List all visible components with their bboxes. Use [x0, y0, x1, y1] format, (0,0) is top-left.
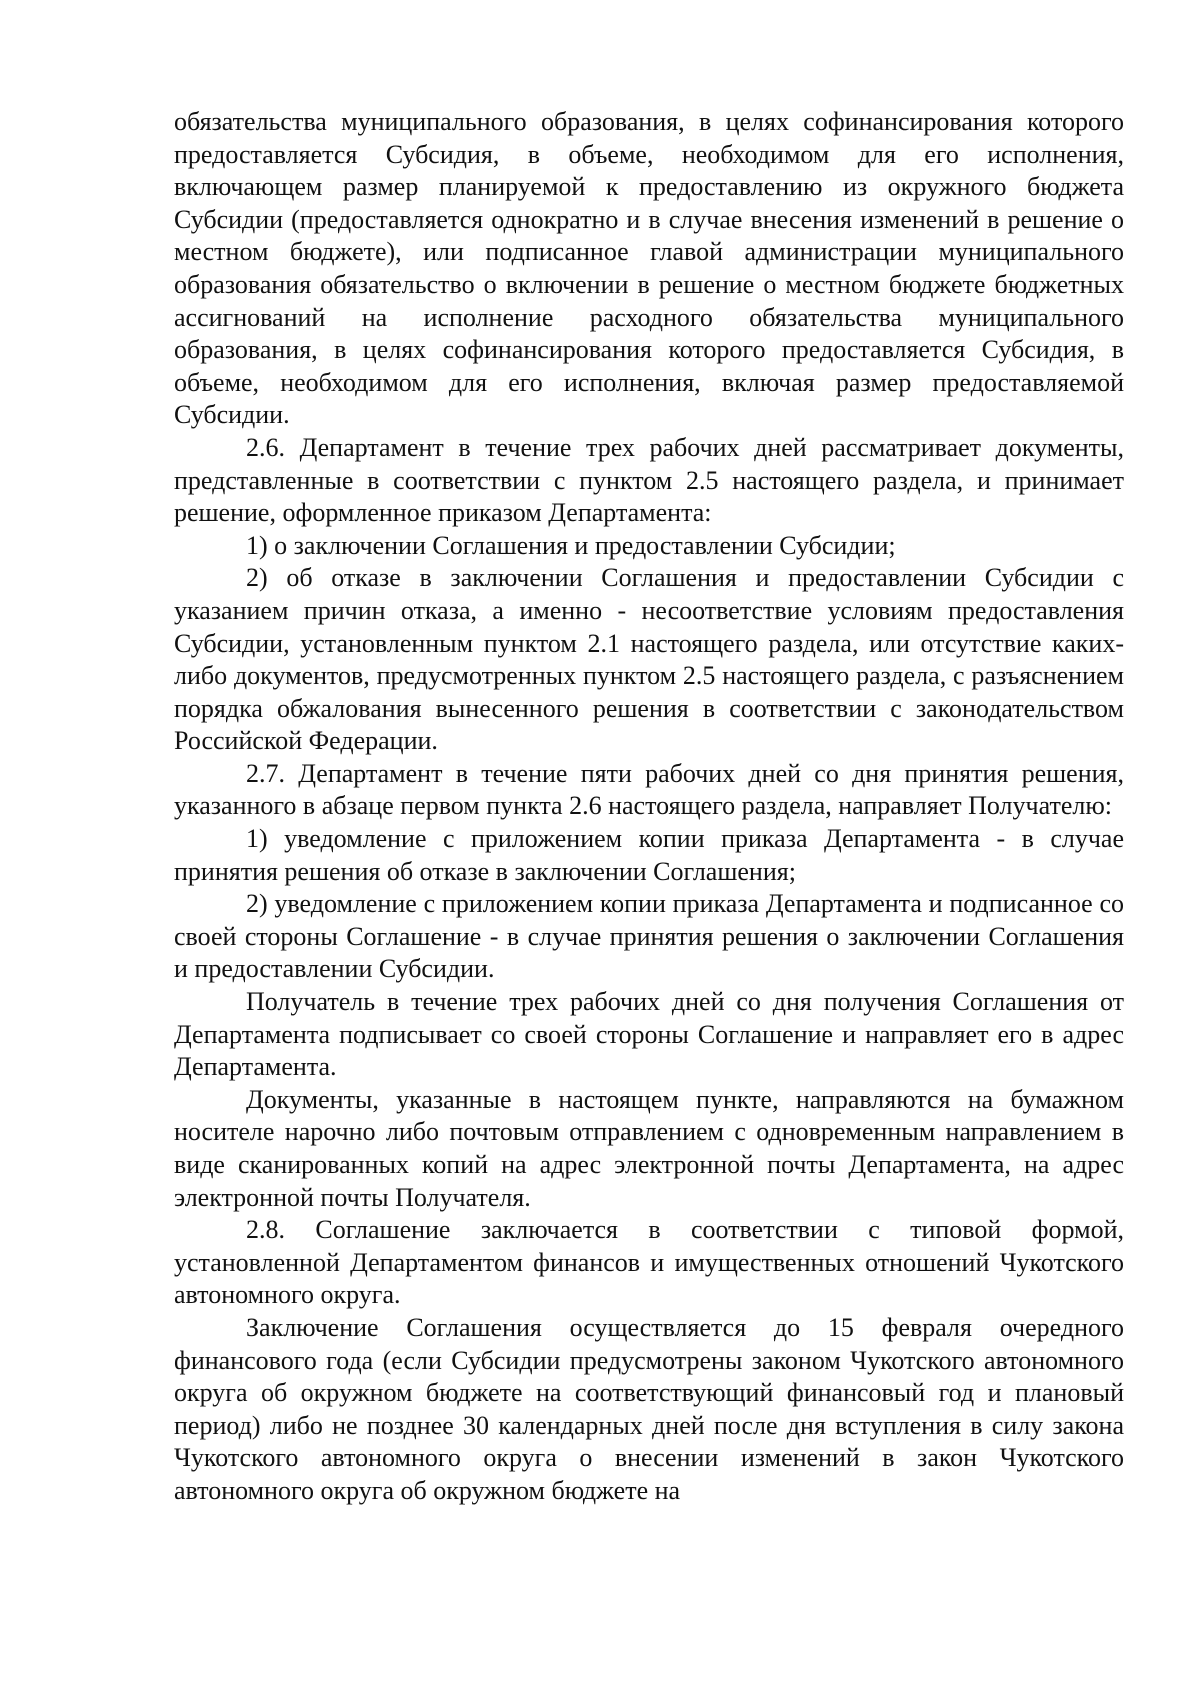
- paragraph-documents-delivery: Документы, указанные в настоящем пункте, направляются на бумажном носителе нарочно либо почтовым отправлением с одновременным направлением в виде сканированных копий на адрес электронной почты Департамента, на адрес электронной почты Получателя.: [174, 1084, 1124, 1212]
- paragraph-2-8: 2.8. Соглашение заключается в соответствии с типовой формой, установленной Департаментом финансов и имущественных отношений Чукотского автономного округа.: [174, 1215, 1124, 1310]
- paragraph-2-7: 2.7. Департамент в течение пяти рабочих дней со дня принятия решения, указанного в абзаце первом пункта 2.6 настоящего раздела, направляет Получателю:: [174, 758, 1124, 821]
- paragraph-2-7-item-2: 2) уведомление с приложением копии приказа Департамента и подписанное со своей стороны Соглашение - в случае принятия решения о заключении Соглашения и предоставлении Субсидии.: [174, 889, 1124, 984]
- paragraph-2-6-item-2: 2) об отказе в заключении Соглашения и предоставлении Субсидии с указанием причин отказа, а именно - несоответствие условиям предоставления Субсидии, установленным пунктом 2.1 настоящего раздела, или отсутствие каких-либо документов, предусмотренных пунктом 2.5 настоящего раздела, с разъяснением порядка обжалования вынесенного решения в соответствии с законодательством Российской Федерации.: [174, 563, 1124, 756]
- paragraph-2-7-item-1: 1) уведомление с приложением копии приказа Департамента - в случае принятия решения об отказе в заключении Соглашения;: [174, 824, 1124, 886]
- document-page: [174, 106, 1124, 1508]
- paragraph-recipient-signing: Получатель в течение трех рабочих дней со дня получения Соглашения от Департамента подписывает со своей стороны Соглашение и направляет его в адрес Департамента.: [174, 987, 1124, 1082]
- paragraph-2-6-item-1: 1) о заключении Соглашения и предоставлении Субсидии;: [246, 530, 896, 560]
- paragraph-agreement-deadline: Заключение Соглашения осуществляется до 15 февраля очередного финансового года (если Субсидии предусмотрены законом Чукотского автономного округа об окружном бюджете на соответствующий финансовый год и плановый период) либо не позднее 30 календарных дней после дня вступления в силу закона Чукотского автономного округа о внесении изменений в закон Чукотского автономного округа об окружном бюджете на: [174, 1312, 1124, 1505]
- paragraph-1: обязательства муниципального образования, в целях софинансирования которого предоставляется Субсидия, в объеме, необходимом для его исполнения, включающем размер планируемой к предоставлению из окружного бюджета Субсидии (предоставляется однократно и в случае внесения изменений в решение о местном бюджете), или подписанное главой администрации муниципального образования обязательство о включении в решение о местном бюджете бюджетных ассигнований на исполнение расходного обязательства муниципального образования, в целях софинансирования которого предоставляется Субсидия, в объеме, необходимом для его исполнения, включая размер предоставляемой Субсидии.: [174, 107, 1124, 430]
- paragraph-2-6: 2.6. Департамент в течение трех рабочих дней рассматривает документы, представленные в соответствии с пунктом 2.5 настоящего раздела, и принимает решение, оформленное приказом Департамента:: [174, 432, 1124, 528]
